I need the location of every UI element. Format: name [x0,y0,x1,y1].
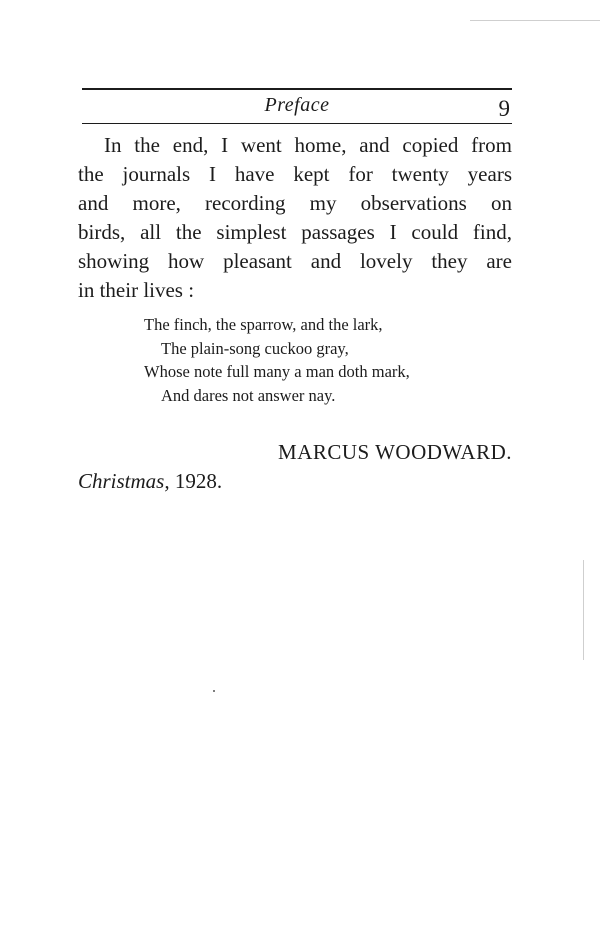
running-head [82,92,512,122]
page-number: 9 [498,96,510,121]
paragraph-line: showing how pleasant and lovely they are [78,249,512,273]
paragraph-line: In the end, I went home, and copied from [104,133,512,157]
paragraph-line: and more, recording my observations on [78,191,512,215]
running-title: Preface [264,94,330,116]
header-rule-top [82,88,512,90]
poem-verse: And dares not answer nay. [161,385,336,405]
poem-verse: The plain-song cuckoo gray, [161,338,349,358]
author-signature: MARCUS WOODWARD. [278,440,512,464]
poem-verse: The finch, the sparrow, and the lark, [144,315,383,334]
paragraph-line: the journals I have kept for twenty years [78,162,512,186]
dateline [78,469,222,494]
poem-verse: Whose note full many a man doth mark, [144,362,410,381]
scan-artifact-line [583,560,584,660]
poem-quote [144,313,410,407]
paragraph-line: birds, all the simplest passages I could find, [78,220,512,244]
header-rule-bottom [82,123,512,124]
dateline-year: 1928. [174,469,223,493]
scan-artifact-dot [213,690,215,692]
dateline-occasion: Christmas, [78,469,170,493]
paragraph-line: in their lives : [78,278,195,302]
scan-artifact-line [470,20,600,21]
body-paragraph [78,131,512,305]
